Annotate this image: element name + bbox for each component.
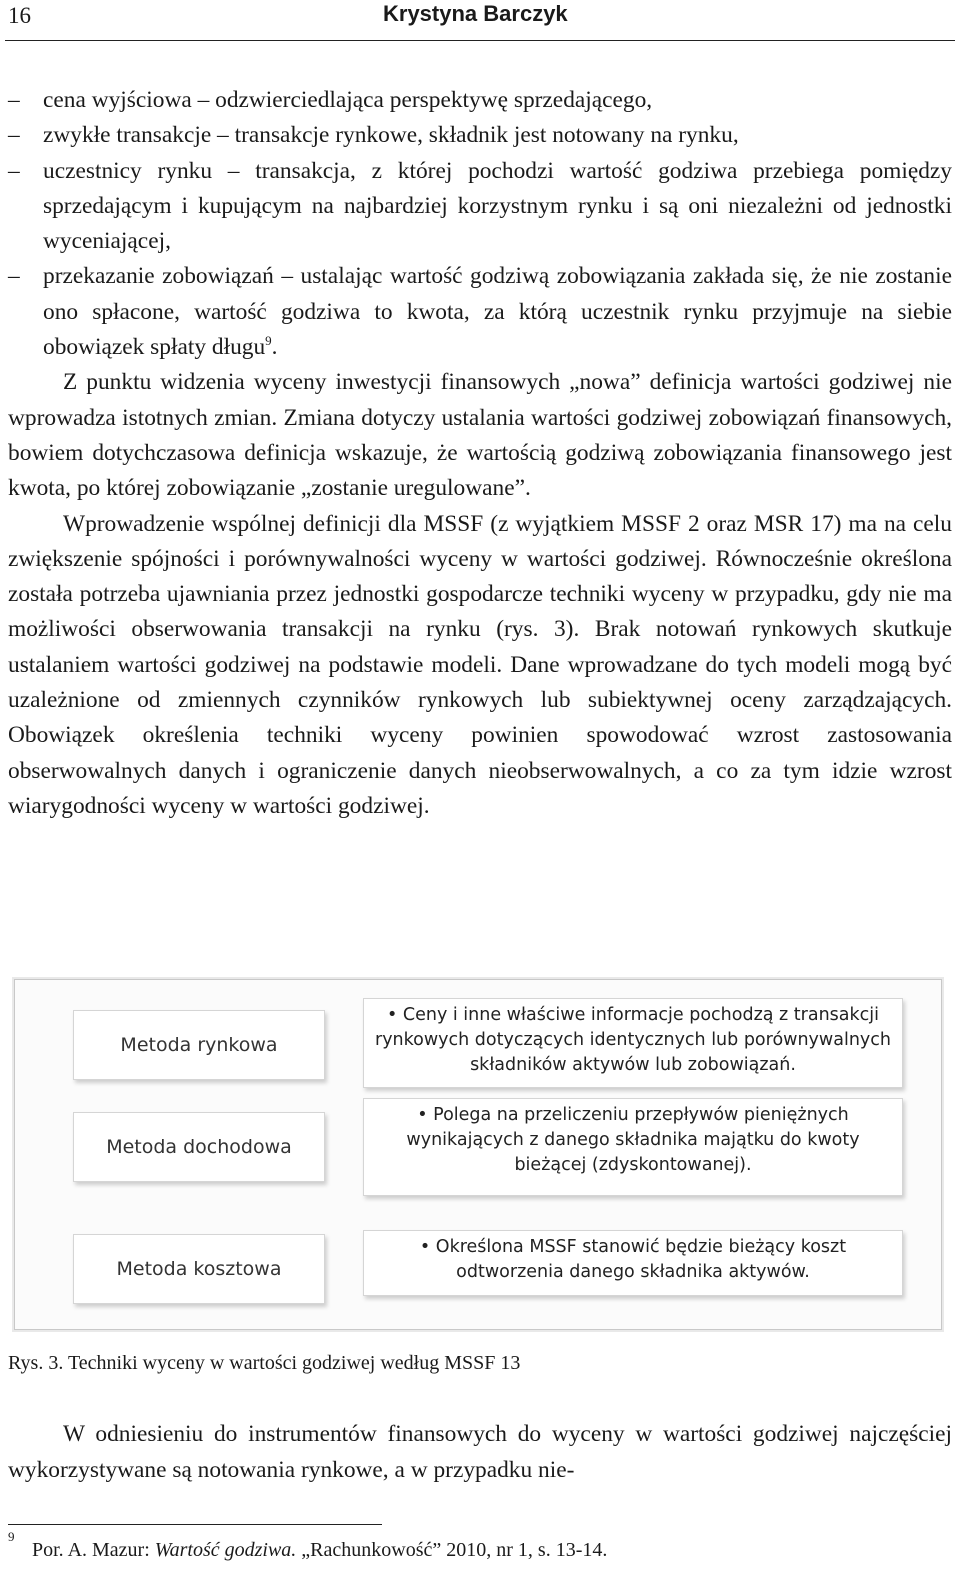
footnote-text [32, 1539, 607, 1562]
dash-bullet-icon: – [8, 122, 20, 149]
list-item [8, 118, 952, 153]
page-number: 16 [8, 3, 31, 28]
method-description-income: • Polega na przeliczeniu przepływów pieniężnych wynikających z danego składnika majątku do kwoty bieżącej (zdyskontowanej). [363, 1098, 903, 1196]
figure-caption: Rys. 3. Techniki wyceny w wartości godziwej według MSSF 13 [8, 1352, 521, 1374]
list-item [8, 259, 952, 365]
list-item-end: . [271, 334, 278, 361]
method-description-market: • Ceny i inne właściwe informacje pochodzą z transakcji rynkowych dotyczących identycznych lub porównywalnych składników aktywów lub zobowiązań. [363, 998, 903, 1088]
figure-valuation-techniques [14, 979, 942, 1330]
list-item-text: cena wyjściowa – odzwierciedlająca perspektywę sprzedającego, [43, 87, 653, 113]
dash-bullet-icon: – [8, 157, 20, 184]
paragraph: Z punktu widzenia wyceny inwestycji finansowych „nowa” definicja wartości godziwej nie wprowadza istotnych zmian. Zmiana dotyczy ustalania wartości godziwej zobowiązań finansowych, bowiem dotychczasowa definicja wskazuje, że wartością godziwą zobowiązania finansowego jest kwota, po której zobowiązanie „zostanie uregulowane”. [8, 369, 952, 502]
page-header [0, 0, 960, 38]
header-rule [5, 40, 955, 41]
dash-bullet-icon: – [8, 263, 20, 290]
footnote-mark: 9 [8, 1529, 15, 1544]
footnote-rule [8, 1524, 382, 1525]
method-box-market: Metoda rynkowa [73, 1010, 325, 1080]
list-item-text: uczestnicy rynku – transakcja, z której pochodzi wartość godziwa przebiega pomiędzy sprzedającym i kupującym na najbardziej korzystnym rynku i są oni niezależni od jednostki wyceniającej, [43, 157, 952, 255]
body-text [8, 83, 952, 824]
list-item-text: zwykłe transakcje – transakcje rynkowe, składnik jest notowany na rynku, [43, 122, 739, 149]
running-head-author: Krystyna Barczyk [383, 1, 568, 26]
list-item [8, 83, 952, 118]
method-box-cost: Metoda kosztowa [73, 1234, 325, 1304]
footnote-prefix: Por. A. Mazur: [32, 1539, 155, 1561]
list-item-text: przekazanie zobowiązań – ustalając wartość godziwą zobowiązania zakłada się, że nie zostanie ono spłacone, wartość godziwa to kwota, za którą uczestnik rynku przyjmuje na siebie obowiązek spłaty długu [43, 263, 952, 361]
paragraph: Wprowadzenie wspólnej definicji dla MSSF (z wyjątkiem MSSF 2 oraz MSR 17) ma na celu zwiększenie spójności i porównywalności wyceny w wartości godziwej. Równocześnie określona została potrzeba ujawniania przez jednostki gospodarcze techniki wyceny w przypadku, gdy nie ma możliwości obserwowania transakcji na rynku (rys. 3). Brak notowań rynkowych skutkuje ustalaniem wartości godziwej na podstawie modeli. Dane wprowadzane do tych modeli mogą być uzależnione od zmiennych czynników rynkowych lub subiektywnej oceny zarządzających. Obowiązek określenia techniki wyceny powinien spowodować wzrost zastosowania obserwowalnych danych i ograniczenie danych nieobserwowalnych, a co za tym idzie wzrost wiarygodności wyceny w wartości godziwej. [8, 510, 952, 819]
figure-canvas [25, 990, 929, 1318]
method-description-cost: • Określona MSSF stanowić będzie bieżący koszt odtworzenia danego składnika aktywów. [363, 1230, 903, 1296]
method-box-income: Metoda dochodowa [73, 1112, 325, 1182]
footnote-title: Wartość godziwa. [154, 1539, 297, 1561]
list-item [8, 154, 952, 260]
footnote-suffix: „Rachunkowość” 2010, nr 1, s. 13-14. [296, 1539, 608, 1561]
footnote-reference[interactable]: 9 [265, 333, 272, 349]
closing-paragraph: W odniesieniu do instrumentów finansowych do wyceny w wartości godziwej najczęściej wykorzystywane są notowania rynkowe, a w przypadku nie- [8, 1421, 952, 1483]
dash-bullet-icon: – [8, 87, 20, 113]
